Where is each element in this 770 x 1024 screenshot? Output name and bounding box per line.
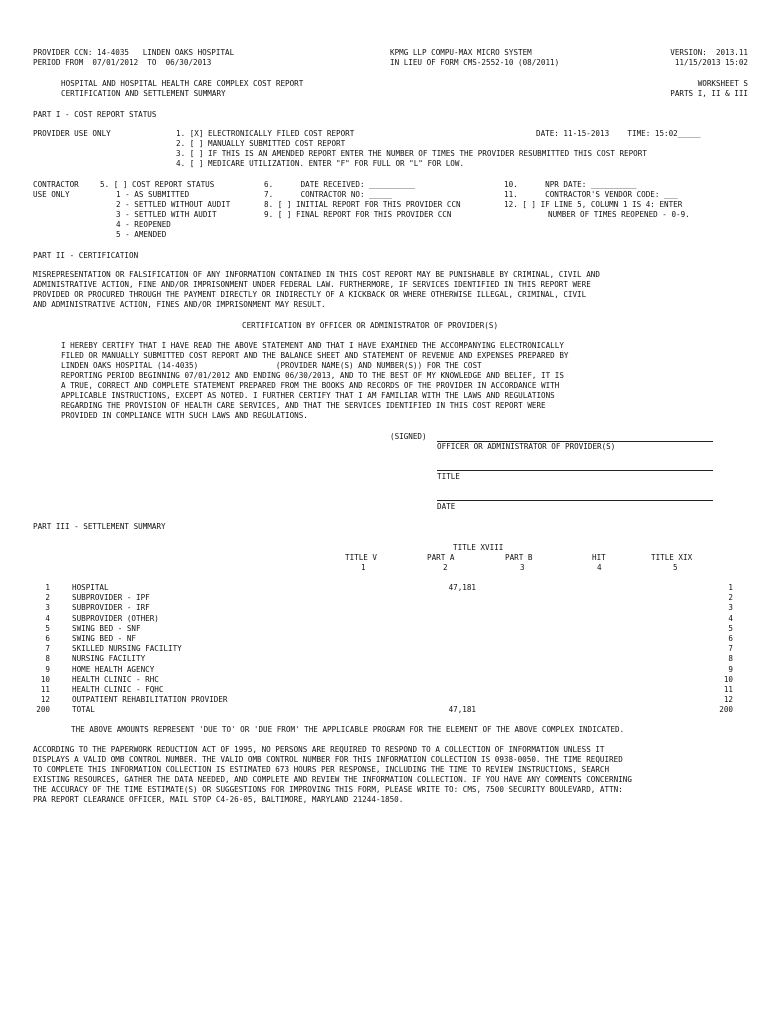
row-line-number-right: 9 [728,665,733,674]
status-option-4: 4 - REOPENED [116,220,171,229]
version: VERSION: 2013.11 [670,48,748,57]
row-line-number-right: 10 [723,675,733,684]
row-line-number: 12 [40,695,50,704]
row-description: HOME HEALTH AGENCY [72,665,155,674]
row-line-number-right: 5 [728,624,733,633]
period: PERIOD FROM 07/01/2012 TO 06/30/2013 [33,58,212,67]
cost-report-status-checkbox[interactable]: 5. [ ] COST REPORT STATUS [100,180,215,189]
manual-submitted-checkbox[interactable]: 2. [ ] MANUALLY SUBMITTED COST REPORT [176,139,346,148]
cert-line-2: FILED OR MANUALLY SUBMITTED COST REPORT AND THE BALANCE SHEET AND STATEMENT OF REVENUE AND EXPENSES PREPARED BY [61,351,569,360]
report-datetime: 11/15/2013 15:02 [674,58,748,67]
row-line-number: 1 [45,583,50,592]
paperwork-line-2: DISPLAYS A VALID OMB CONTROL NUMBER. THE VALID OMB CONTROL NUMBER FOR THIS INFORMATION COLLECTION IS 0938-0050. THE TIME REQUIRED [33,755,623,764]
row-line-number-right: 3 [728,603,733,612]
signed-label: (SIGNED) [390,432,427,441]
parts-label: PARTS I, II & III [670,89,748,98]
col-num-5: 5 [673,563,678,572]
npr-date-field[interactable]: 10. NPR DATE: __________ [504,180,637,189]
amounts-note: THE ABOVE AMOUNTS REPRESENT 'DUE TO' OR 'DUE FROM' THE APPLICABLE PROGRAM FOR THE ELEMENT OF THE ABOVE COMPLEX INDICATED. [71,725,625,734]
certification-title: CERTIFICATION BY OFFICER OR ADMINISTRATOR OF PROVIDER(S) [242,321,499,330]
paperwork-line-4: EXISTING RESOURCES, GATHER THE DATA NEEDED, AND COMPLETE AND REVIEW THE INFORMATION COLLECTION. IF YOU HAVE ANY COMMENTS CONCERNING [33,775,632,784]
initial-report-checkbox[interactable]: 8. [ ] INITIAL REPORT FOR THIS PROVIDER CCN [264,200,461,209]
row-description: OUTPATIENT REHABILITATION PROVIDER [72,695,228,704]
worksheet-label: WORKSHEET S [697,79,748,88]
col-header-hit: HIT [592,553,606,562]
cert-line-4: REPORTING PERIOD BEGINNING 07/01/2012 AND ENDING 06/30/2013, AND TO THE BEST OF MY KNOWLEDGE AND BELIEF, IT IS [61,371,564,380]
row-description: SUBPROVIDER - IRF [72,603,150,612]
row-description: SWING BED - NF [72,634,137,643]
row-description: HOSPITAL [72,583,109,592]
row-line-number-right: 2 [728,593,733,602]
col-header-title-xix: TITLE XIX [651,553,693,562]
cert-line-3: LINDEN OAKS HOSPITAL (14-4035) (PROVIDER NAME(S) AND NUMBER(S)) FOR THE COST [61,361,482,370]
row-line-number: 8 [45,654,50,663]
col-header-part-a: PART A [427,553,455,562]
officer-label: OFFICER OR ADMINISTRATOR OF PROVIDER(S) [437,442,616,451]
cert-line-1: I HEREBY CERTIFY THAT I HAVE READ THE ABOVE STATEMENT AND THAT I HAVE EXAMINED THE ACCOMPANYING ELECTRONICALLY [61,341,564,350]
form-reference: IN LIEU OF FORM CMS-2552-10 (08/2011) [390,58,560,67]
date-line[interactable] [437,500,713,501]
system-name: KPMG LLP COMPU-MAX MICRO SYSTEM [390,48,532,57]
electronic-filed-checkbox[interactable]: 1. [X] ELECTRONICALLY FILED COST REPORT [176,129,355,138]
col-header-part-b: PART B [505,553,533,562]
row-line-number-right: 8 [728,654,733,663]
date-received-field[interactable]: 6. DATE RECEIVED: __________ [264,180,415,189]
row-line-number: 2 [45,593,50,602]
final-report-checkbox[interactable]: 9. [ ] FINAL REPORT FOR THIS PROVIDER CCN [264,210,452,219]
row-line-number: 7 [45,644,50,653]
reopened-times-note: NUMBER OF TIMES REOPENED - 0-9. [548,210,690,219]
date-label: DATE [437,502,456,511]
row-part-a-amount: 47,181 [448,705,476,714]
warning-line-1: MISREPRESENTATION OR FALSIFICATION OF ANY INFORMATION CONTAINED IN THIS COST REPORT MAY BE PUNISHABLE BY CRIMINAL, CIVIL AND [33,270,600,279]
row-line-number: 5 [45,624,50,633]
title-line[interactable] [437,470,713,471]
warning-line-3: PROVIDED OR PROCURED THROUGH THE PAYMENT DIRECTLY OR INDIRECTLY OF A KICKBACK OR WHERE OTHERWISE ILLEGAL, CRIMINAL, CIVIL [33,290,587,299]
row-line-number: 6 [45,634,50,643]
warning-line-4: AND ADMINISTRATIVE ACTION, FINES AND/OR IMPRISONMENT MAY RESULT. [33,300,326,309]
row-description: HEALTH CLINIC - FQHC [72,685,164,694]
cert-line-7: REGARDING THE PROVISION OF HEALTH CARE SERVICES, AND THAT THE SERVICES IDENTIFIED IN THIS COST REPORT WERE [61,401,546,410]
contractor-label: CONTRACTOR [33,180,79,189]
part2-heading: PART II - CERTIFICATION [33,251,139,260]
row-description: NURSING FACILITY [72,654,146,663]
row-description: SKILLED NURSING FACILITY [72,644,182,653]
row-description: SUBPROVIDER (OTHER) [72,614,159,623]
row-line-number-right: 200 [719,705,733,714]
row-description: HEALTH CLINIC - RHC [72,675,159,684]
cert-line-6: APPLICABLE INSTRUCTIONS, EXCEPT AS NOTED. I FURTHER CERTIFY THAT I AM FAMILIAR WITH THE LAWS AND REGULATIONS [61,391,555,400]
row-line-number: 10 [40,675,50,684]
provider-use-label: PROVIDER USE ONLY [33,129,111,138]
col-num-4: 4 [597,563,602,572]
row-description: SUBPROVIDER - IPF [72,593,150,602]
paperwork-line-1: ACCORDING TO THE PAPERWORK REDUCTION ACT OF 1995, NO PERSONS ARE REQUIRED TO RESPOND TO A COLLECTION OF INFORMATION UNLESS IT [33,745,605,754]
row-description: TOTAL [72,705,95,714]
paperwork-line-6: PRA REPORT CLEARANCE OFFICER, MAIL STOP C4-26-05, BALTIMORE, MARYLAND 21244-1850. [33,795,404,804]
provider-ccn: PROVIDER CCN: 14-4035 LINDEN OAKS HOSPITAL [33,48,235,57]
row-line-number: 200 [36,705,50,714]
row-part-a-amount: 47,181 [448,583,476,592]
vendor-code-field[interactable]: 11. CONTRACTOR'S VENDOR CODE: ___ [504,190,678,199]
row-line-number: 9 [45,665,50,674]
status-option-2: 2 - SETTLED WITHOUT AUDIT [116,200,231,209]
col-num-2: 2 [443,563,448,572]
filing-datetime: DATE: 11-15-2013 TIME: 15:02_____ [536,129,701,138]
row-line-number-right: 1 [728,583,733,592]
row-line-number-right: 12 [723,695,733,704]
paperwork-line-5: THE ACCURACY OF THE TIME ESTIMATE(S) OR SUGGESTIONS FOR IMPROVING THIS FORM, PLEASE WRITE TO: CMS, 7500 SECURITY BOULEVARD, ATTN: [33,785,623,794]
row-description: SWING BED - SNF [72,624,141,633]
contractor-use-only-label: USE ONLY [33,190,70,199]
row-line-number-right: 7 [728,644,733,653]
col-header-title-v: TITLE V [345,553,378,562]
part1-heading: PART I - COST REPORT STATUS [33,110,157,119]
row-line-number: 11 [40,685,50,694]
col-num-1: 1 [361,563,366,572]
row-line-number: 3 [45,603,50,612]
row-line-number: 4 [45,614,50,623]
row-line-number-right: 11 [723,685,733,694]
cert-line-8: PROVIDED IN COMPLIANCE WITH SUCH LAWS AND REGULATIONS. [61,411,308,420]
status-option-5: 5 - AMENDED [116,230,167,239]
report-subtitle: CERTIFICATION AND SETTLEMENT SUMMARY [61,89,226,98]
cert-line-5: A TRUE, CORRECT AND COMPLETE STATEMENT PREPARED FROM THE BOOKS AND RECORDS OF THE PROVIDER IN ACCORDANCE WITH [61,381,560,390]
amended-report-checkbox[interactable]: 3. [ ] IF THIS IS AN AMENDED REPORT ENTER THE NUMBER OF TIMES THE PROVIDER RESUBMITTED THIS COST REPORT [176,149,647,158]
warning-line-2: ADMINISTRATIVE ACTION, FINE AND/OR IMPRISONMENT UNDER FEDERAL LAW. FURTHERMORE, IF SERVICES IDENTIFIED IN THIS REPORT WERE [33,280,591,289]
paperwork-line-3: TO COMPLETE THIS INFORMATION COLLECTION IS ESTIMATED 673 HOURS PER RESPONSE, INCLUDING THE TIME TO REVIEW INSTRUCTIONS, SEARCH [33,765,610,774]
part3-heading: PART III - SETTLEMENT SUMMARY [33,522,166,531]
title-xviii-header: TITLE XVIII [453,543,504,552]
row-line-number-right: 6 [728,634,733,643]
status-option-1: 1 - AS SUBMITTED [116,190,190,199]
report-title: HOSPITAL AND HOSPITAL HEALTH CARE COMPLEX COST REPORT [61,79,304,88]
col-num-3: 3 [520,563,525,572]
status-option-3: 3 - SETTLED WITH AUDIT [116,210,217,219]
contractor-number-field[interactable]: 7. CONTRACTOR NO: _____ [264,190,393,199]
row-line-number-right: 4 [728,614,733,623]
medicare-utilization-checkbox[interactable]: 4. [ ] MEDICARE UTILIZATION. ENTER "F" FOR FULL OR "L" FOR LOW. [176,159,465,168]
reopened-checkbox[interactable]: 12. [ ] IF LINE 5, COLUMN 1 IS 4: ENTER [504,200,683,209]
title-label: TITLE [437,472,460,481]
